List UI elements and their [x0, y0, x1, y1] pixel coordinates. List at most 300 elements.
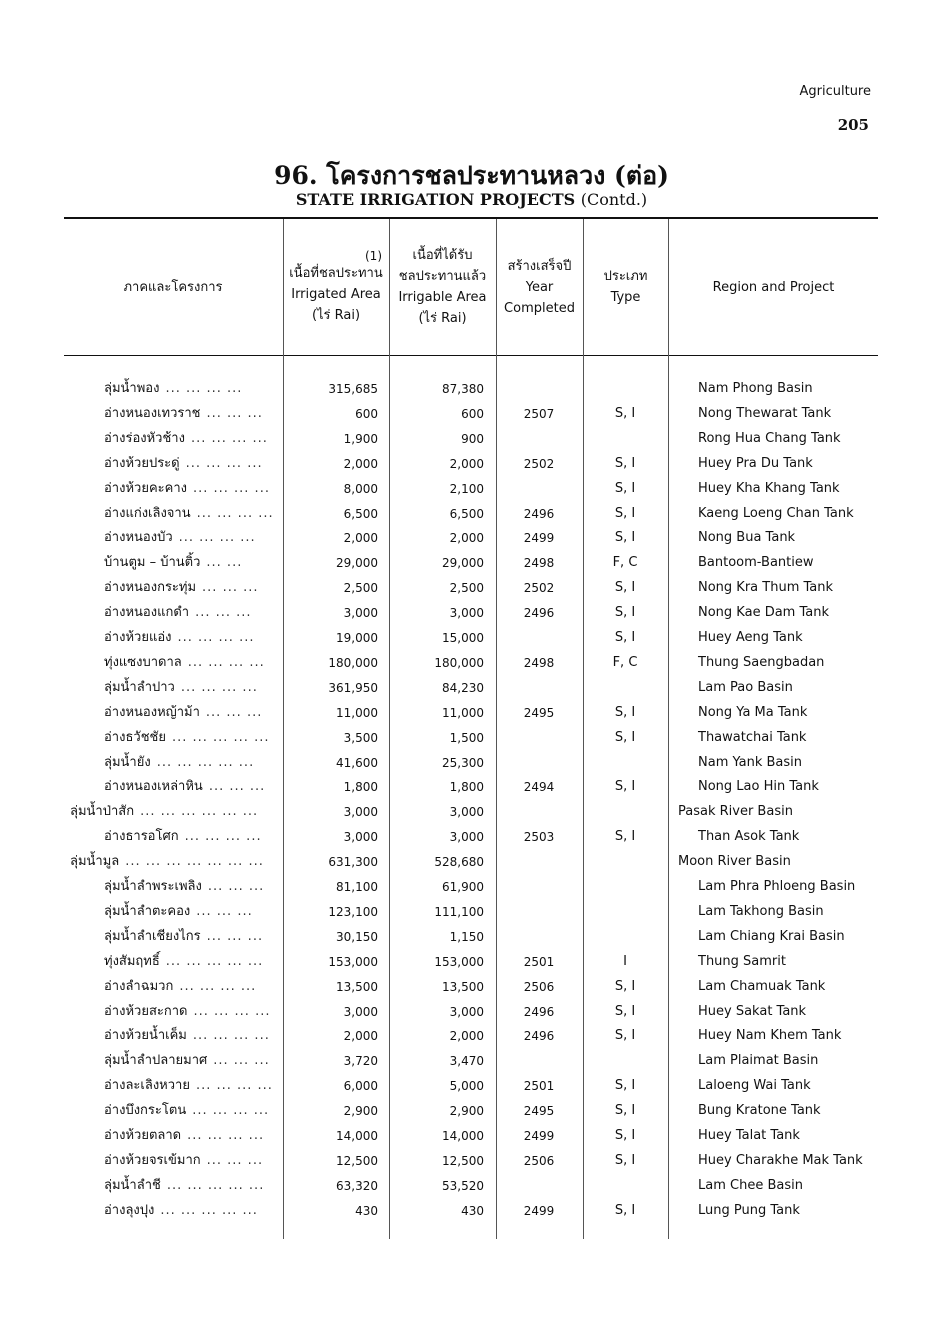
- project-name-thai-text: ลุ่มน้ำลำพระเพลิง: [104, 879, 202, 894]
- irrigable-area-value: 84,230: [442, 680, 484, 695]
- table-row: [0, 975, 943, 999]
- project-name-thai-text: อ่างหนองเทวราช: [104, 405, 201, 421]
- leader-dots: ... ... ... ...: [177, 630, 255, 645]
- project-name-thai: [104, 626, 254, 650]
- irrigated-area-value: 29,000: [336, 556, 378, 571]
- project-name-thai-text: อ่างหนองหญ้าม้า: [104, 704, 200, 720]
- project-name-english: Lam Chamuak Tank: [698, 978, 826, 994]
- project-name-english: Lam Plaimat Basin: [698, 1053, 819, 1069]
- irrigated-unit-label: (ไร่ Rai): [311, 307, 361, 323]
- year-en-label-2: Completed: [504, 300, 575, 316]
- irrigated-area-value: 2,500: [343, 581, 378, 596]
- irrigated-footnote-mark: (1): [365, 248, 382, 263]
- project-type-value: S, I: [614, 829, 636, 845]
- project-name-english: Huey Charakhe Mak Tank: [698, 1152, 863, 1168]
- irrigable-area-value: 3,470: [449, 1054, 484, 1069]
- project-name-thai-text: บ้านตูม – บ้านติ้ว: [104, 555, 201, 571]
- project-type-value: S, I: [614, 1103, 636, 1119]
- project-name-thai-text: ลุ่มน้ำลำปลายมาศ: [104, 1053, 208, 1069]
- year-completed-value: 2506: [523, 979, 555, 994]
- project-name-thai-text: อ่างลำฉมวก: [104, 978, 174, 994]
- year-completed-value: 2498: [523, 556, 555, 571]
- table-row: [0, 1199, 943, 1223]
- project-name-english: Huey Talat Tank: [698, 1128, 800, 1143]
- irrigated-area-value: 3,000: [343, 606, 378, 621]
- project-type-value: S, I: [614, 1028, 636, 1044]
- project-type-value: S, I: [614, 1152, 636, 1168]
- irrigable-area-value: 11,000: [442, 705, 484, 720]
- project-name-thai: [104, 651, 265, 675]
- project-name-thai: [104, 825, 262, 849]
- irrigable-area-value: 1,500: [449, 730, 484, 745]
- leader-dots: ... ...: [206, 555, 243, 571]
- project-type-value: F, C: [612, 654, 638, 670]
- project-name-english: Thawatchai Tank: [698, 729, 807, 745]
- project-name-thai: [104, 551, 242, 575]
- title-english-main: STATE IRRIGATION PROJECTS: [295, 190, 576, 209]
- page-number: 205: [837, 116, 869, 134]
- project-name-english: Nam Phong Basin: [698, 381, 813, 396]
- table-row: [0, 1174, 943, 1198]
- col-header-year: [497, 222, 582, 352]
- project-type-value: S, I: [614, 480, 636, 496]
- project-name-thai-text: อ่างร่องหัวช้าง: [104, 430, 185, 446]
- project-name-thai: [70, 800, 258, 824]
- project-name-thai-text: อ่างหนองกระทุ่ม: [104, 580, 197, 596]
- project-name-thai-text: อ่างธวัชชัย: [104, 729, 166, 745]
- project-name-english: Nong Thewarat Tank: [698, 405, 832, 421]
- project-name-thai-text: อ่างละเลิงหวาย: [104, 1078, 190, 1094]
- project-name-english: Huey Kha Khang Tank: [698, 480, 840, 496]
- project-name-thai: [104, 502, 274, 526]
- project-name-thai-text: อ่างลุงปุง: [104, 1202, 155, 1218]
- table-row: [0, 1024, 943, 1048]
- irrigable-area-value: 1,800: [449, 780, 484, 795]
- table-row: [0, 1000, 943, 1024]
- project-name-thai: [104, 1024, 270, 1048]
- project-name-english: Nong Kae Dam Tank: [698, 605, 829, 621]
- project-name-thai-text: อ่างหนองบัว: [104, 530, 173, 546]
- table-row: [0, 1099, 943, 1123]
- project-name-thai: [104, 427, 268, 451]
- year-completed-value: 2495: [523, 1104, 555, 1119]
- table-row: [0, 775, 943, 799]
- project-name-thai: [104, 1000, 270, 1024]
- table-row: [0, 427, 943, 451]
- table-row: [0, 551, 943, 575]
- irrigable-area-value: 153,000: [434, 954, 484, 969]
- project-name-english: Lam Phra Phloeng Basin: [698, 879, 856, 894]
- year-completed-value: 2499: [523, 531, 555, 546]
- irrigated-area-value: 8,000: [343, 481, 378, 496]
- project-name-thai-text: อ่างหนองแกดำ: [104, 605, 190, 621]
- project-name-english: Huey Aeng Tank: [698, 630, 803, 645]
- irrigable-area-value: 15,000: [442, 631, 484, 645]
- project-name-thai-text: อ่างบึงกระโตน: [104, 1103, 187, 1119]
- project-name-thai: [104, 452, 263, 476]
- leader-dots: ... ... ... ...: [187, 1128, 265, 1143]
- irrigated-area-value: 153,000: [328, 954, 378, 969]
- leader-dots: ... ... ... ...: [165, 381, 243, 396]
- leader-dots: ... ... ... ...: [179, 978, 257, 994]
- project-name-thai-text: อ่างห้วยจรเข้มาก: [104, 1152, 201, 1168]
- project-type-value: S, I: [614, 455, 636, 471]
- year-completed-value: 2498: [523, 655, 555, 670]
- irrigated-area-value: 2,000: [343, 456, 378, 471]
- leader-dots: ... ... ... ...: [192, 1028, 270, 1044]
- project-name-english: Bung Kratone Tank: [698, 1103, 821, 1119]
- irrigable-area-value: 2,100: [449, 481, 484, 496]
- table-row: [0, 526, 943, 550]
- leader-dots: ... ... ... ... ...: [156, 754, 255, 770]
- irrigated-area-value: 3,000: [343, 830, 378, 845]
- table-row: [0, 402, 943, 426]
- project-type-value: S, I: [614, 779, 636, 795]
- irrigable-area-value: 5,000: [449, 1079, 484, 1094]
- irrigated-area-value: 123,100: [328, 904, 378, 919]
- project-name-english: Nong Lao Hin Tank: [698, 779, 819, 795]
- year-completed-value: 2501: [523, 954, 555, 969]
- col-header-region-th-label: ภาคและโครงการ: [123, 279, 223, 295]
- irrigable-en-label: Irrigable Area: [398, 290, 487, 305]
- irrigated-area-value: 19,000: [336, 631, 378, 645]
- col-header-region-th: [64, 222, 282, 352]
- irrigable-unit-label: (ไร่ Rai): [418, 311, 467, 326]
- irrigated-area-value: 81,100: [336, 880, 378, 894]
- irrigated-area-value: 13,500: [336, 979, 378, 994]
- project-name-thai-text: ลุ่มน้ำพอง: [104, 381, 160, 396]
- project-type-value: S, I: [614, 729, 636, 745]
- project-name-english: Huey Sakat Tank: [698, 1003, 807, 1019]
- leader-dots: ... ... ...: [196, 903, 253, 919]
- project-name-english: Nong Bua Tank: [698, 530, 796, 546]
- irrigable-area-value: 3,000: [449, 830, 484, 845]
- irrigable-area-value: 53,520: [442, 1178, 484, 1193]
- project-name-english: Thung Saengbadan: [698, 654, 825, 670]
- irrigable-area-value: 13,500: [442, 979, 484, 994]
- leader-dots: ... ... ...: [195, 605, 252, 621]
- leader-dots: ... ... ... ...: [192, 1103, 270, 1119]
- irrigable-area-value: 61,900: [442, 880, 484, 894]
- table-row: [0, 925, 943, 949]
- project-type-value: S, I: [614, 1003, 636, 1019]
- project-name-english: Kaeng Loeng Chan Tank: [698, 505, 854, 521]
- table-row: [0, 900, 943, 924]
- table-row: [0, 1049, 943, 1073]
- irrigated-area-value: 600: [355, 406, 378, 421]
- project-name-thai: [104, 975, 256, 999]
- irrigated-area-value: 12,500: [336, 1153, 378, 1168]
- year-completed-value: 2496: [523, 1004, 555, 1019]
- year-completed-value: 2494: [523, 780, 555, 795]
- project-name-thai: [104, 1199, 258, 1223]
- project-type-value: S, I: [614, 704, 636, 720]
- col-header-type: [584, 222, 667, 352]
- irrigable-area-value: 180,000: [434, 655, 484, 670]
- project-name-thai-text: ทุ่งสัมฤทธิ์: [104, 953, 160, 969]
- irrigable-area-value: 2,000: [449, 1029, 484, 1044]
- col-header-irrigated: [284, 222, 388, 352]
- col-header-region-en-label: Region and Project: [712, 279, 835, 295]
- irrigable-th-label-1: เนื้อที่ได้รับ: [412, 248, 473, 263]
- table-title-thai: 96. โครงการชลประทานหลวง (ต่อ): [274, 161, 669, 190]
- project-name-english: Nam Yank Basin: [698, 754, 803, 770]
- irrigable-area-value: 3,000: [449, 805, 484, 820]
- leader-dots: ... ... ... ...: [196, 505, 274, 521]
- col-header-irrigable: [390, 222, 495, 352]
- table-row: [0, 751, 943, 775]
- year-completed-value: 2496: [523, 1029, 555, 1044]
- table-row: [0, 502, 943, 526]
- irrigable-area-value: 29,000: [442, 556, 484, 571]
- year-completed-value: 2503: [523, 830, 555, 845]
- project-name-thai-text: อ่างห้วยตลาด: [104, 1128, 182, 1143]
- project-name-thai: [104, 377, 242, 401]
- project-name-thai-text: ลุ่มน้ำป่าสัก: [70, 804, 135, 820]
- project-name-english: Than Asok Tank: [698, 829, 800, 845]
- project-name-thai: [104, 1074, 273, 1098]
- year-completed-value: 2499: [523, 1129, 555, 1143]
- leader-dots: ... ... ... ... ...: [171, 729, 270, 745]
- leader-dots: ... ... ... ...: [187, 654, 265, 670]
- irrigated-area-value: 6,500: [343, 506, 378, 521]
- irrigable-area-value: 87,380: [442, 382, 484, 396]
- year-completed-value: 2499: [523, 1203, 555, 1218]
- project-name-english: Lam Chee Basin: [698, 1177, 803, 1193]
- table-title-english: [0, 190, 943, 209]
- table-row: [0, 626, 943, 650]
- year-completed-value: 2502: [523, 581, 555, 596]
- table-row: [0, 452, 943, 476]
- project-name-english: Huey Pra Du Tank: [698, 455, 813, 471]
- project-name-thai-text: ทุ่งแซงบาดาล: [104, 654, 182, 670]
- leader-dots: ... ... ... ... ...: [160, 1202, 258, 1218]
- leader-dots: ... ... ... ...: [185, 455, 263, 471]
- header-bottom-rule: [64, 355, 878, 356]
- project-name-english: Lam Takhong Basin: [698, 903, 824, 919]
- project-name-english: Nong Kra Thum Tank: [698, 580, 834, 596]
- leader-dots: ... ... ... ...: [192, 480, 270, 496]
- project-type-value: S, I: [614, 505, 636, 521]
- leader-dots: ... ... ... ... ...: [165, 953, 264, 969]
- project-name-english: Nong Ya Ma Tank: [698, 704, 808, 720]
- irrigable-area-value: 3,000: [449, 606, 484, 621]
- project-name-thai: [104, 1099, 269, 1123]
- irrigated-th-label: เนื้อที่ชลประทาน: [289, 265, 383, 281]
- leader-dots: ... ... ...: [206, 928, 264, 944]
- project-name-thai: [104, 1124, 264, 1148]
- leader-dots: ... ... ...: [202, 580, 259, 596]
- project-name-thai: [104, 1149, 263, 1173]
- project-name-thai: [104, 751, 254, 775]
- project-type-value: S, I: [614, 530, 636, 546]
- project-name-thai: [104, 1049, 270, 1073]
- irrigated-area-value: 315,685: [328, 382, 378, 396]
- project-type-value: S, I: [614, 978, 636, 994]
- leader-dots: ... ... ... ...: [195, 1078, 273, 1094]
- project-type-value: S, I: [614, 605, 636, 621]
- table-row: [0, 825, 943, 849]
- section-header: Agriculture: [799, 84, 871, 99]
- project-name-thai: [104, 775, 265, 799]
- irrigated-area-value: 63,320: [336, 1178, 378, 1193]
- year-completed-value: 2495: [523, 705, 555, 720]
- irrigated-area-value: 41,600: [336, 755, 378, 770]
- irrigable-area-value: 528,680: [434, 855, 484, 870]
- col-header-region-en: [669, 222, 878, 352]
- irrigated-area-value: 180,000: [328, 655, 378, 670]
- irrigated-area-value: 361,950: [328, 680, 378, 695]
- project-name-thai-text: ลุ่มน้ำยัง: [104, 754, 151, 770]
- irrigated-area-value: 430: [355, 1203, 378, 1218]
- project-name-english: Huey Nam Khem Tank: [698, 1028, 842, 1044]
- project-type-value: S, I: [614, 405, 636, 421]
- project-name-thai-text: ลุ่มน้ำมูล: [70, 854, 120, 870]
- table-row: [0, 875, 943, 899]
- project-name-thai: [104, 402, 263, 426]
- irrigated-area-value: 2,000: [343, 531, 378, 546]
- irrigated-area-value: 11,000: [336, 705, 378, 720]
- project-name-thai: [104, 1174, 264, 1198]
- year-completed-value: 2501: [523, 1079, 555, 1094]
- project-name-thai-text: ลุ่มน้ำลำปาว: [104, 679, 175, 695]
- project-name-thai: [104, 676, 258, 700]
- irrigable-area-value: 6,500: [449, 506, 484, 521]
- irrigated-area-value: 3,500: [343, 730, 378, 745]
- project-name-english: Bantoom-Bantiew: [698, 555, 814, 571]
- project-type-value: F, C: [612, 555, 638, 571]
- irrigated-area-value: 1,800: [343, 780, 378, 795]
- irrigable-area-value: 430: [461, 1203, 484, 1218]
- project-name-thai: [104, 950, 263, 974]
- leader-dots: ... ... ...: [206, 1152, 264, 1168]
- irrigated-area-value: 3,000: [343, 1004, 378, 1019]
- project-type-value: S, I: [614, 1128, 636, 1143]
- leader-dots: ... ... ...: [205, 704, 263, 720]
- project-name-thai-text: อ่างห้วยสะกาด: [104, 1003, 188, 1019]
- project-name-english: Thung Samrit: [698, 953, 786, 969]
- irrigable-area-value: 2,000: [449, 531, 484, 546]
- irrigated-area-value: 1,900: [343, 431, 378, 446]
- project-type-value: S, I: [614, 1078, 636, 1094]
- irrigable-th-label-2: ชลประทานแล้ว: [398, 269, 487, 284]
- irrigable-area-value: 2,500: [449, 581, 484, 596]
- leader-dots: ... ... ... ...: [178, 530, 256, 546]
- project-name-thai-text: อ่างห้วยคะคาง: [104, 480, 187, 496]
- project-name-english: Pasak River Basin: [678, 804, 793, 820]
- project-name-thai: [104, 925, 263, 949]
- irrigated-area-value: 30,150: [336, 929, 378, 944]
- irrigated-area-value: 631,300: [328, 855, 378, 870]
- project-name-english: Lam Chiang Krai Basin: [698, 928, 845, 944]
- year-completed-value: 2496: [523, 506, 555, 521]
- project-name-english: Laloeng Wai Tank: [698, 1078, 811, 1094]
- leader-dots: ... ... ... ... ...: [166, 1177, 265, 1193]
- project-name-thai: [104, 701, 262, 725]
- irrigable-area-value: 1,150: [449, 929, 484, 944]
- project-name-english: Rong Hua Chang Tank: [698, 430, 841, 446]
- project-name-thai: [70, 850, 264, 874]
- project-type-value: I: [623, 953, 627, 969]
- irrigable-area-value: 14,000: [442, 1129, 484, 1143]
- project-name-thai-text: อ่างห้วยแอ่ง: [104, 630, 172, 645]
- project-name-thai: [104, 601, 252, 625]
- table-row: [0, 676, 943, 700]
- year-completed-value: 2506: [523, 1153, 555, 1168]
- irrigable-area-value: 2,900: [449, 1104, 484, 1119]
- leader-dots: ... ... ... ... ... ...: [140, 804, 259, 820]
- project-type-value: S, I: [614, 1202, 636, 1218]
- project-name-thai: [104, 576, 259, 600]
- project-name-thai-text: ลุ่มน้ำลำเชียงไกร: [104, 928, 201, 944]
- year-completed-value: 2496: [523, 606, 555, 621]
- irrigated-area-value: 2,000: [343, 1029, 378, 1044]
- project-name-thai: [104, 477, 270, 501]
- project-name-english: Lam Pao Basin: [698, 679, 793, 695]
- leader-dots: ... ... ...: [208, 779, 266, 795]
- year-en-label-1: Year: [525, 279, 554, 295]
- project-name-thai-text: อ่างห้วยประดู่: [104, 455, 180, 471]
- type-en-label: Type: [610, 290, 641, 305]
- leader-dots: ... ... ... ... ... ... ...: [125, 854, 264, 870]
- leader-dots: ... ... ... ...: [190, 430, 268, 446]
- irrigable-area-value: 2,000: [449, 456, 484, 471]
- table-row: [0, 601, 943, 625]
- project-type-value: S, I: [614, 630, 636, 645]
- table-row: [0, 576, 943, 600]
- irrigated-area-value: 3,000: [343, 805, 378, 820]
- leader-dots: ... ... ...: [213, 1053, 270, 1069]
- type-th-label: ประเภท: [603, 269, 648, 284]
- irrigable-area-value: 111,100: [434, 904, 484, 919]
- table-row: [0, 726, 943, 750]
- year-completed-value: 2507: [523, 406, 555, 421]
- irrigated-area-value: 3,720: [343, 1054, 378, 1069]
- project-name-thai-text: ลุ่มน้ำลำตะคอง: [104, 903, 191, 919]
- table-row: [0, 651, 943, 675]
- table-row: [0, 1124, 943, 1148]
- project-name-thai-text: อ่างห้วยน้ำเค็ม: [104, 1028, 187, 1044]
- table-row: [0, 950, 943, 974]
- irrigated-area-value: 2,900: [343, 1104, 378, 1119]
- title-english-contd: (Contd.): [580, 190, 648, 209]
- leader-dots: ... ... ... ...: [184, 829, 262, 845]
- irrigated-area-value: 14,000: [336, 1129, 378, 1143]
- project-name-thai: [104, 726, 269, 750]
- irrigable-area-value: 900: [461, 431, 484, 446]
- project-type-value: S, I: [614, 580, 636, 596]
- project-name-thai-text: อ่างธารอโศก: [104, 829, 179, 845]
- project-name-english: Lung Pung Tank: [698, 1202, 800, 1218]
- table-row: [0, 1074, 943, 1098]
- header-top-rule: [64, 217, 878, 219]
- year-completed-value: 2502: [523, 456, 555, 471]
- table-row: [0, 850, 943, 874]
- leader-dots: ... ... ... ...: [193, 1003, 271, 1019]
- irrigable-area-value: 600: [461, 406, 484, 421]
- leader-dots: ... ... ...: [207, 879, 265, 894]
- project-name-thai-text: อ่างหนองเหล่าหิน: [104, 779, 203, 795]
- table-row: [0, 800, 943, 824]
- leader-dots: ... ... ... ...: [180, 679, 258, 695]
- irrigated-en-label: Irrigated Area: [291, 286, 381, 302]
- table-row: [0, 701, 943, 725]
- irrigable-area-value: 25,300: [442, 755, 484, 770]
- table-row: [0, 377, 943, 401]
- project-name-thai-text: อ่างแก่งเลิงจาน: [104, 505, 191, 521]
- project-name-thai-text: ลุ่มน้ำลำชี: [104, 1177, 161, 1193]
- table-row: [0, 477, 943, 501]
